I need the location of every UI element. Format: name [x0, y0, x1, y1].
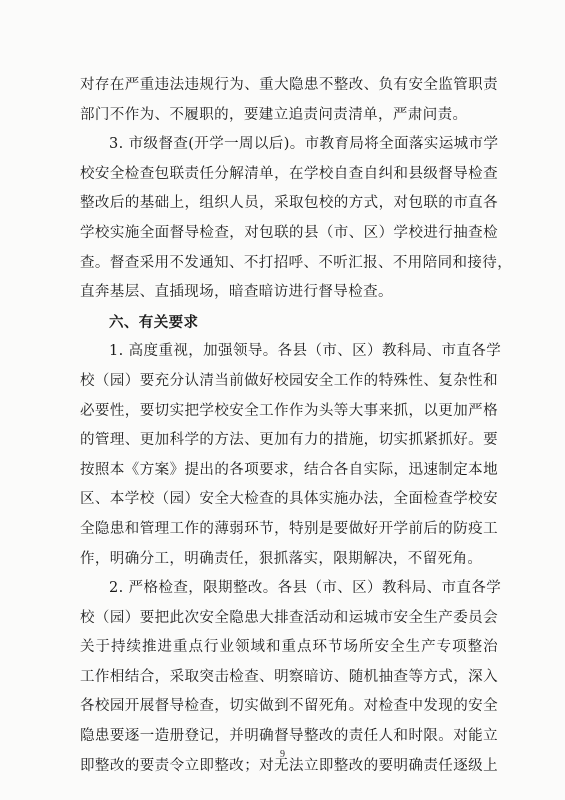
paragraph-city-inspection: [80, 130, 513, 308]
text-line: 工作相结合，采取突击检查、明察暗访、随机抽查等方式，深入: [80, 668, 498, 685]
text-line: 对存在严重违法违规行为、重大隐患不整改、负有安全监管职责: [80, 77, 498, 93]
text-line: 校（园）要把此次安全隐患大排查活动和运城市安全生产委员会: [80, 609, 498, 626]
text-line: 全隐患和管理工作的薄弱环节，特别是要做好开学前后的防疫工: [80, 520, 498, 537]
text-line: 校安全检查包联责任分解清单，在学校自查自纠和县级督导检查: [80, 165, 498, 182]
text-line: 隐患要逐一造册登记，并明确督导整改的责任人和时限。对能立: [80, 728, 498, 745]
text-line: 作，明确分工，明确责任，狠抓落实，限期解决，不留死角。: [80, 550, 483, 567]
page-number: 9: [280, 749, 285, 760]
text-line: 校（园）要充分认清当前做好校园安全工作的特殊性、复杂性和: [80, 372, 498, 389]
text-line: 查。督查采用不发通知、不打招呼、不听汇报、不用陪同和接待，: [80, 254, 513, 271]
text-line: 必要性，要切实把学校安全工作作为头等大事来抓，以更加严格: [80, 402, 498, 419]
paragraph-leadership: [80, 337, 502, 574]
document-body: [80, 71, 513, 781]
text-line: 各校园开展督导检查，切实做到不留死角。对检查中发现的安全: [80, 698, 498, 715]
text-line: 整改后的基础上，组织人员，采取包校的方式，对包联的市直各: [80, 195, 498, 212]
text-line: 按照本《方案》提出的各项要求，结合各自实际，迅速制定本地: [80, 461, 498, 478]
text-line: 1. 高度重视，加强领导。各县（市、区）教科局、市直各学: [109, 343, 502, 360]
text-line: 关于持续推进重点行业领域和重点环节场所安全生产专项整治: [80, 639, 498, 656]
text-line: 即整改的要责令立即整改；对无法立即整改的要明确责任逐级上: [80, 757, 498, 774]
text-line: 的管理、更加科学的方法、更加有力的措施，切实抓紧抓好。要: [80, 432, 498, 449]
text-line: 3. 市级督查(开学一周以后)。市教育局将全面落实运城市学: [109, 136, 499, 153]
text-line: 直奔基层、直插现场，暗查暗访进行督导检查。: [80, 284, 393, 301]
text-line: 区、本学校（园）安全大检查的具体实施办法，全面检查学校安: [80, 491, 498, 508]
paragraph-accountability: [80, 71, 498, 130]
text-line: 2. 严格检查，限期整改。各县（市、区）教科局、市直各学: [109, 580, 502, 597]
text-line: 学校实施全面督导检查，对包联的县（市、区）学校进行抽查检: [80, 224, 498, 241]
text-line: 部门不作为、不履职的，要建立追责问责清单，严肃问责。: [80, 106, 468, 123]
section-heading-requirements: 六、有关要求: [109, 313, 199, 331]
